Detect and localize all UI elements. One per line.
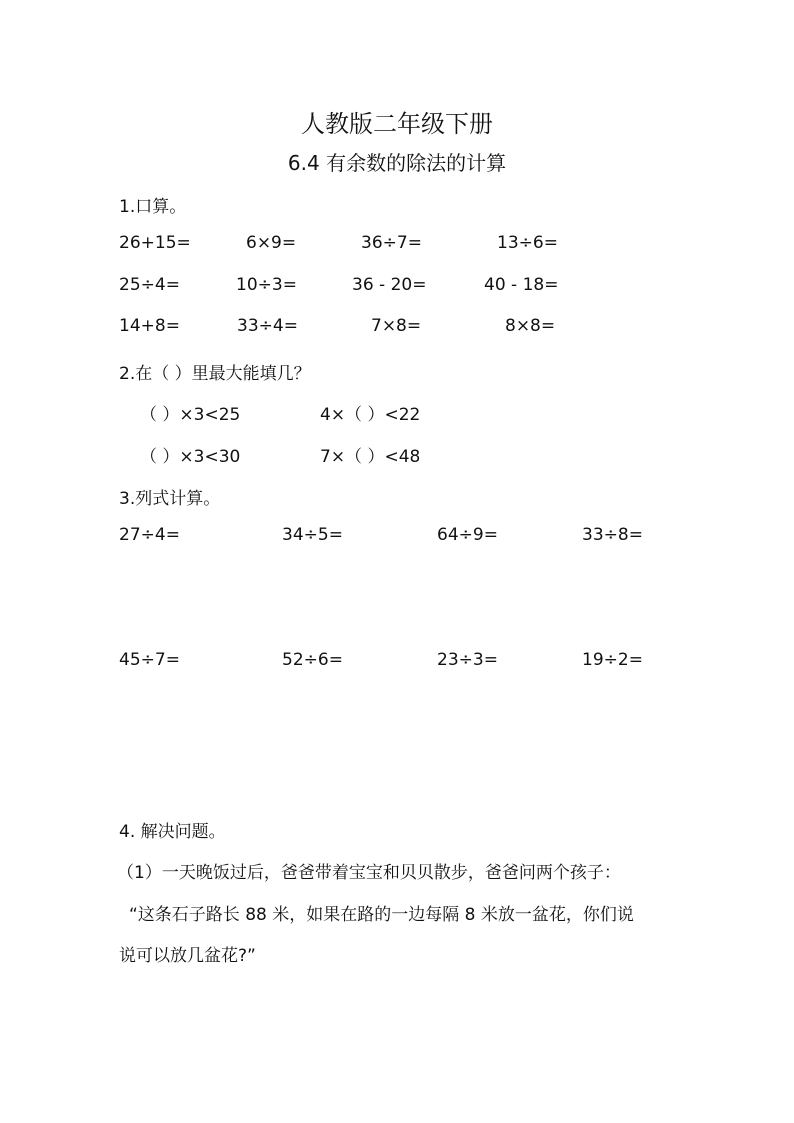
written-calc-item: 64÷9= <box>437 525 498 545</box>
oral-calc-item: 7×8= <box>371 316 422 336</box>
section3-heading: 3.列式计算。 <box>119 489 221 509</box>
oral-calc-item: 8×8= <box>505 316 556 336</box>
oral-calc-item: 40 - 18= <box>484 275 559 295</box>
oral-calc-item: 36 - 20= <box>352 275 427 295</box>
written-calc-item: 33÷8= <box>582 525 643 545</box>
section1-heading: 1.口算。 <box>119 197 187 217</box>
written-calc-item: 34÷5= <box>282 525 343 545</box>
inequality-item: 7×（ ）<48 <box>320 447 421 467</box>
oral-calc-item: 33÷4= <box>237 316 298 336</box>
problem-line: 说可以放几盆花?” <box>119 946 256 966</box>
written-calc-item: 45÷7= <box>119 650 180 670</box>
inequality-item: 4×（ ）<22 <box>320 405 421 425</box>
problem-line: “这条石子路长 88 米，如果在路的一边每隔 8 米放一盆花，你们说 <box>129 905 634 925</box>
page-subtitle: 6.4 有余数的除法的计算 <box>287 151 507 175</box>
written-calc-item: 19÷2= <box>582 650 643 670</box>
section2-heading: 2.在（ ）里最大能填几？ <box>119 364 311 384</box>
oral-calc-item: 14+8= <box>119 316 180 336</box>
oral-calc-item: 13÷6= <box>497 233 558 253</box>
inequality-item: （ ）×3<25 <box>140 405 241 425</box>
oral-calc-item: 36÷7= <box>361 233 422 253</box>
oral-calc-item: 26+15= <box>119 233 191 253</box>
written-calc-item: 52÷6= <box>282 650 343 670</box>
inequality-item: （ ）×3<30 <box>140 447 241 467</box>
written-calc-item: 23÷3= <box>437 650 498 670</box>
problem-line: （1）一天晚饭过后，爸爸带着宝宝和贝贝散步，爸爸问两个孩子： <box>117 863 621 883</box>
oral-calc-item: 10÷3= <box>236 275 297 295</box>
written-calc-item: 27÷4= <box>119 525 180 545</box>
section4-heading: 4. 解决问题。 <box>119 822 226 842</box>
oral-calc-item: 25÷4= <box>119 275 180 295</box>
page-title: 人教版二年级下册 <box>301 110 493 138</box>
oral-calc-item: 6×9= <box>246 233 297 253</box>
